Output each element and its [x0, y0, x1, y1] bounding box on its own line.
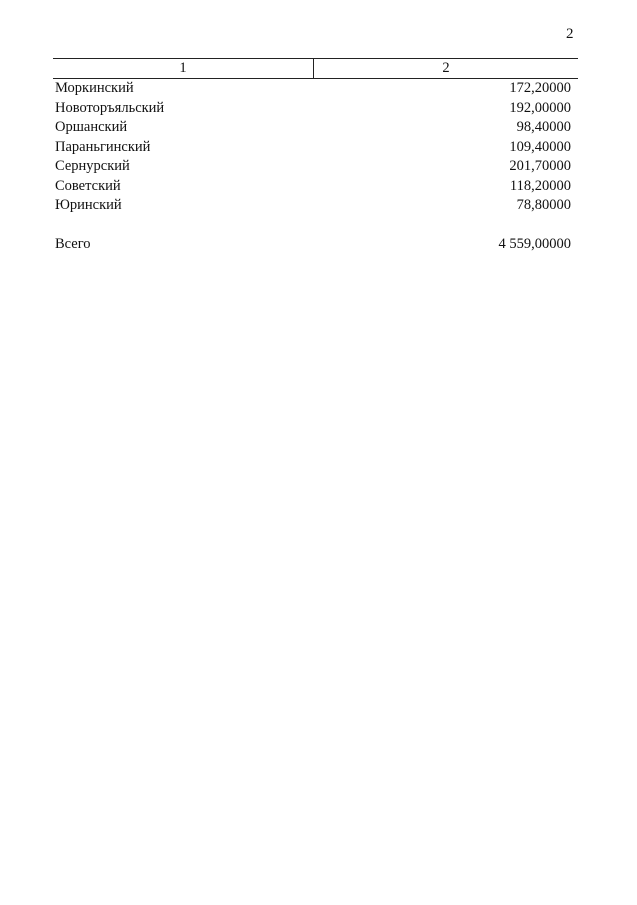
column-header-1: 1 [53, 59, 314, 78]
district-name: Юринский [55, 197, 122, 213]
district-name: Оршанский [55, 119, 128, 135]
district-value: 109,40000 [509, 138, 571, 155]
table-row [53, 118, 578, 138]
district-name: Советский [55, 177, 121, 194]
total-label: Всего [55, 235, 91, 252]
table-row [53, 99, 578, 119]
total-value: 4 559,00000 [498, 235, 571, 252]
district-value: 192,00000 [509, 99, 571, 116]
table-row [53, 79, 578, 99]
table-row [53, 177, 578, 197]
district-value: 98,40000 [516, 119, 571, 135]
district-name: Сернурский [55, 158, 130, 174]
table-row [53, 138, 578, 158]
page-number: 2 [566, 26, 574, 42]
district-value: 172,20000 [509, 80, 571, 96]
total-row [53, 235, 578, 255]
district-name: Параньгинский [55, 138, 151, 155]
table-body [53, 79, 578, 254]
district-value: 78,80000 [516, 197, 571, 213]
column-header-2: 2 [442, 60, 450, 76]
district-name: Моркинский [55, 80, 134, 96]
table-row [53, 157, 578, 177]
allocation-table [53, 58, 578, 254]
district-value: 201,70000 [509, 158, 571, 174]
table-header-row [53, 58, 578, 79]
table-row [53, 196, 578, 216]
district-value: 118,20000 [509, 177, 571, 194]
district-name: Новоторъяльский [55, 99, 165, 116]
